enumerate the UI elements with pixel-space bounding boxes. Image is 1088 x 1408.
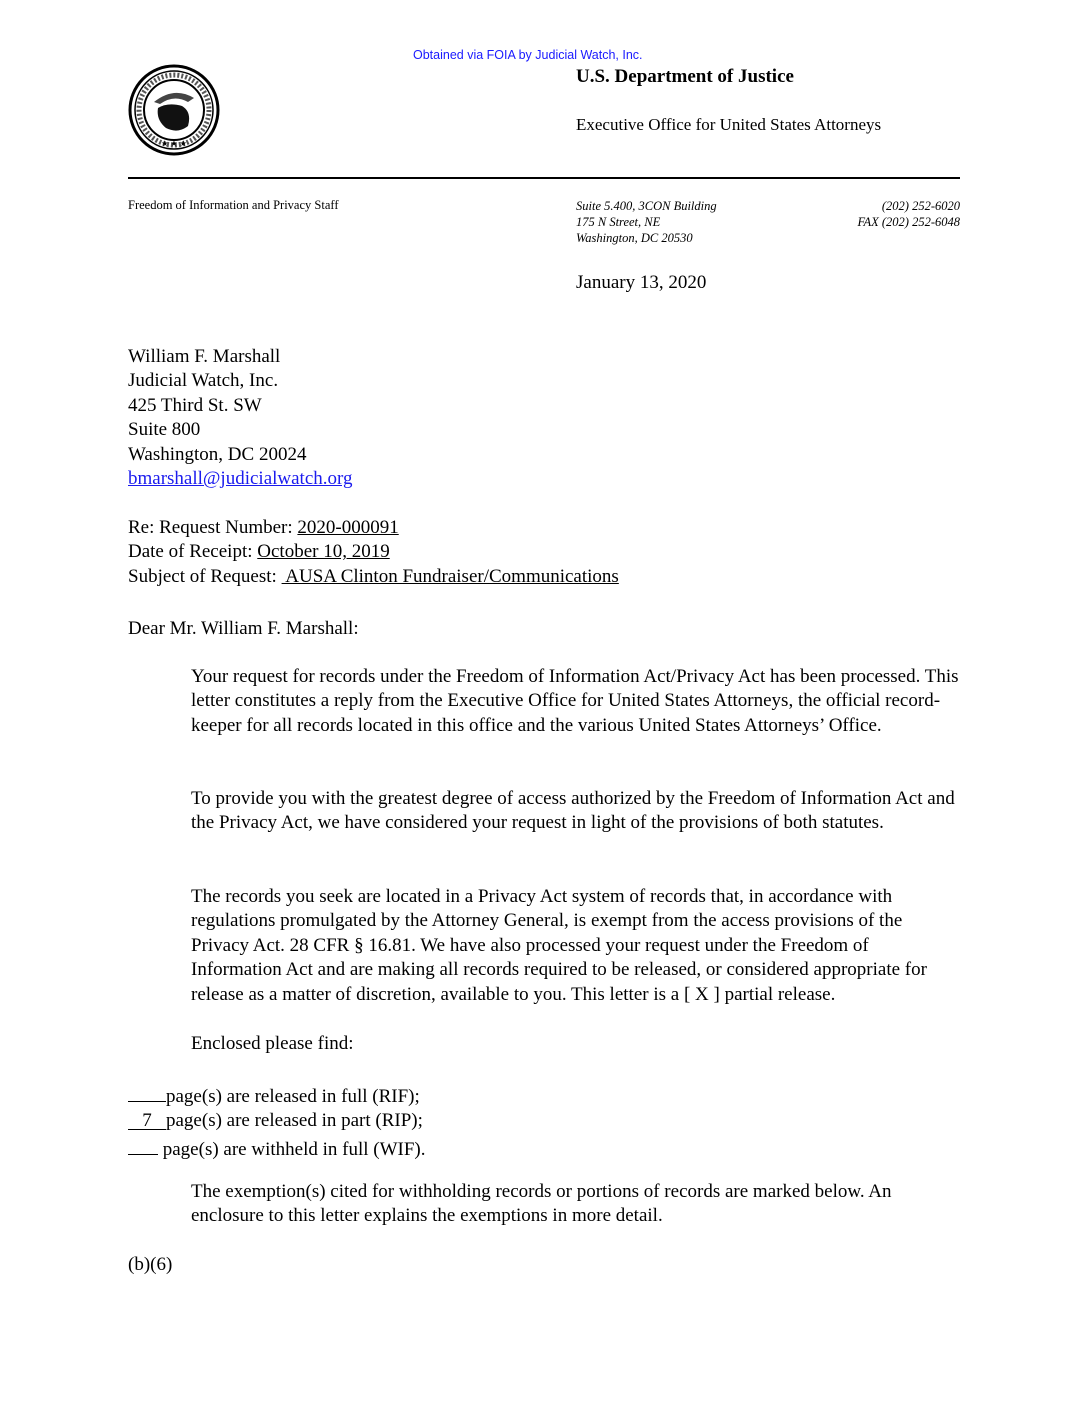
recipient-email-link[interactable]: bmarshall@judicialwatch.org — [128, 468, 353, 490]
page-label: page(s) are released in full (RIF); — [166, 1086, 420, 1107]
pages-item-rip — [128, 1109, 426, 1133]
office-address — [576, 198, 717, 246]
recipient-city: Washington, DC 20024 — [128, 443, 307, 465]
receipt-date: October 10, 2019 — [257, 541, 390, 563]
phone-number: (202) 252-6020 — [881, 199, 960, 213]
page-count-blank — [128, 1081, 166, 1102]
request-number: 2020-000091 — [297, 517, 399, 538]
salutation: Dear Mr. William F. Marshall: — [128, 618, 359, 639]
exemption-paragraph — [128, 1180, 960, 1229]
recipient-suite: Suite 800 — [128, 419, 201, 441]
header-divider — [128, 177, 960, 179]
address-line: 175 N Street, NE — [576, 215, 661, 229]
office-contact — [857, 198, 960, 230]
receipt-label: Date of Receipt: — [128, 541, 258, 563]
foia-watermark: Obtained via FOIA by Judicial Watch, Inc. — [413, 48, 643, 62]
recipient-block — [128, 345, 353, 491]
request-label: Re: Request Number: — [128, 517, 298, 538]
letter-date: January 13, 2020 — [576, 272, 707, 293]
paragraph-text: The records you seek are located in a Privacy Act system of records that, in accordance with regulations promulgated by the Attorney General, is exempt from the access provisions of the Privacy Act. 28 CFR § 16.81. We have also processed your request under the Freedom of Information Act and are making all records required to be released, or considered appropriate for release as a matter of discretion, available to you. This letter is a [ X ] partial release. — [191, 886, 927, 1005]
department-title: U.S. Department of Justice — [576, 66, 794, 87]
address-line: Washington, DC 20530 — [576, 231, 693, 245]
pages-list — [128, 1081, 426, 1162]
staff-name: Freedom of Information and Privacy Staff — [128, 198, 339, 212]
page-count-blank — [128, 1134, 158, 1155]
subject-label: Subject of Request: — [128, 565, 282, 587]
paragraph-text: Your request for records under the Freedom of Information Act/Privacy Act has been processed. This letter constitutes a reply from the Executive Office for United States Attorneys, the official record-keeper for all records located in this office and the various United States Attorneys’ Office. — [191, 666, 959, 736]
paragraph-text: The exemption(s) cited for withholding records or portions of records are marked below. An enclosure to this letter explains the exemptions in more detail. — [191, 1181, 892, 1227]
body-paragraph — [128, 885, 960, 1007]
page-label: page(s) are withheld in full (WIF). — [158, 1138, 426, 1160]
reference-block — [128, 516, 619, 589]
address-line: Suite 5.400, 3CON Building — [576, 199, 717, 213]
office-title: Executive Office for United States Attorneys — [576, 115, 882, 134]
page-label: page(s) are released in part (RIP); — [166, 1110, 423, 1132]
body-paragraph — [128, 787, 960, 836]
body-paragraph — [128, 1032, 960, 1056]
exemption-code: (b)(6) — [128, 1254, 173, 1275]
request-subject: AUSA Clinton Fundraiser/Communications — [281, 565, 619, 587]
recipient-name: William F. Marshall — [128, 346, 281, 367]
pages-item-wif — [128, 1134, 426, 1162]
pages-item-rif — [128, 1081, 426, 1109]
paragraph-text: Enclosed please find: — [191, 1033, 354, 1054]
body-paragraph — [128, 665, 960, 738]
paragraph-text: To provide you with the greatest degree of access authorized by the Freedom of Information Act and the Privacy Act, we have considered your request in light of the provisions of both statutes. — [191, 788, 955, 834]
recipient-org: Judicial Watch, Inc. — [128, 370, 279, 392]
recipient-street: 425 Third St. SW — [128, 394, 262, 416]
doj-seal-icon — [128, 64, 220, 156]
fax-number: FAX (202) 252-6048 — [857, 215, 960, 229]
page-count-blank: 7 — [128, 1109, 166, 1130]
svg-text:★ ★ ★: ★ ★ ★ — [161, 139, 187, 148]
